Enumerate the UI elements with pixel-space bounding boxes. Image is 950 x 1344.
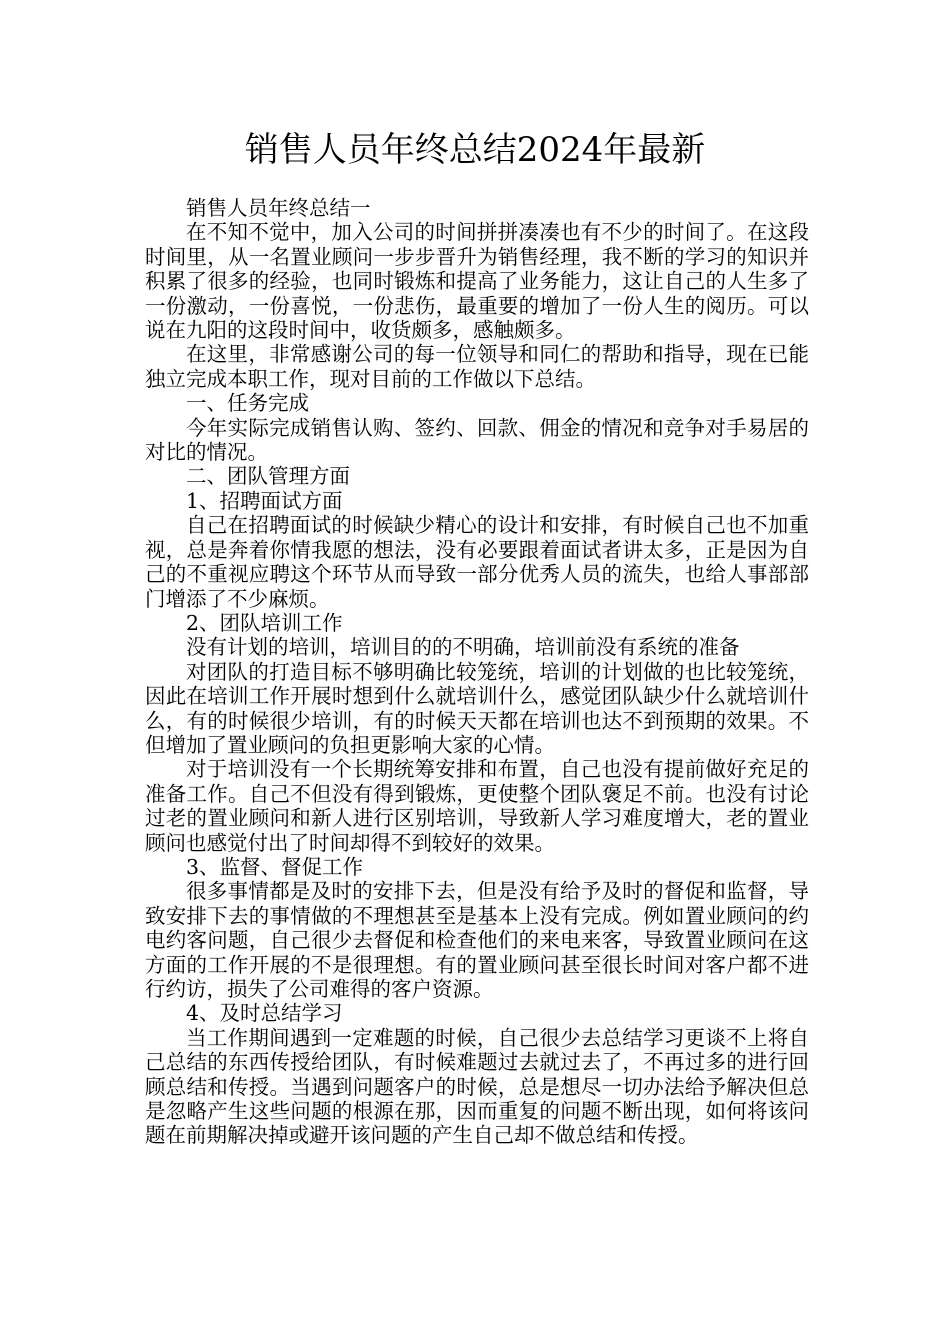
- section-heading: 二、团队管理方面: [186, 464, 350, 489]
- body-paragraph: 在不知不觉中，加入公司的时间拼拼凑凑也有不少的时间了。在这段时间里，从一名置业顾问一步步晋升为销售经理，我不断的学习的知识并积累了很多的经验，也同时锻炼和提高了业务能力，这让自己的人生多了一份激动，一份喜悦，一份悲伤，最重要的增加了一份人生的阅历。可以说在九阳的这段时间中，收货颇多，感触颇多。: [145, 220, 809, 343]
- body-paragraph: 今年实际完成销售认购、签约、回款、佣金的情况和竞争对手易居的对比的情况。: [145, 415, 809, 465]
- body-paragraph: 没有计划的培训，培训目的的不明确，培训前没有系统的准备: [186, 635, 740, 660]
- body-paragraph: 很多事情都是及时的安排下去，但是没有给予及时的督促和监督，导致安排下去的事情做的不理想甚至是基本上没有完成。例如置业顾问的约电约客问题，自己很少去督促和检查他们的来电来客，导致置业顾问在这方面的工作开展的不是很理想。有的置业顾问甚至很长时间对客户都不进行约访，损失了公司难得的客户资源。: [145, 879, 809, 1001]
- subsection-heading: 3、监督、督促工作: [186, 854, 364, 879]
- subsection-heading: 4、及时总结学习: [186, 1001, 343, 1026]
- document-body: [145, 196, 809, 1148]
- body-paragraph: 当工作期间遇到一定难题的时候，自己很少去总结学习更谈不上将自己总结的东西传授给团队，有时候难题过去就过去了，不再过多的进行回顾总结和传授。当遇到问题客户的时候，总是想尽一切办法给予解决但总是忽略产生这些问题的根源在那，因而重复的问题不断出现，如何将该问题在前期解决掉或避开该问题的产生自己却不做总结和传授。: [145, 1025, 809, 1148]
- section-heading: 销售人员年终总结一: [186, 196, 371, 220]
- section-heading: 一、任务完成: [186, 391, 309, 416]
- body-paragraph: 在这里，非常感谢公司的每一位领导和同仁的帮助和指导，现在已能独立完成本职工作，现对目前的工作做以下总结。: [145, 342, 809, 391]
- body-paragraph: 对于培训没有一个长期统筹安排和布置，自己也没有提前做好充足的准备工作。自己不但没有得到锻炼，更使整个团队褒足不前。也没有讨论过老的置业顾问和新人进行区别培训，导致新人学习难度增大，老的置业顾问也感觉付出了时间却得不到较好的效果。: [145, 757, 809, 855]
- document-title: 销售人员年终总结2024年最新: [244, 130, 706, 170]
- subsection-heading: 2、团队培训工作: [186, 610, 343, 635]
- body-paragraph: 对团队的打造目标不够明确比较笼统，培训的计划做的也比较笼统，因此在培训工作开展时想到什么就培训什么，感觉团队缺少什么就培训什么，有的时候很少培训，有的时候天天都在培训也达不到预期的效果。不但增加了置业顾问的负担更影响大家的心情。: [145, 659, 809, 757]
- subsection-heading: 1、招聘面试方面: [186, 488, 343, 513]
- body-paragraph: 自己在招聘面试的时候缺少精心的设计和安排，有时候自己也不加重视，总是奔着你情我愿的想法，没有必要跟着面试者讲太多，正是因为自己的不重视应聘这个环节从而导致一部分优秀人员的流失，也给人事部部门增添了不少麻烦。: [145, 513, 809, 611]
